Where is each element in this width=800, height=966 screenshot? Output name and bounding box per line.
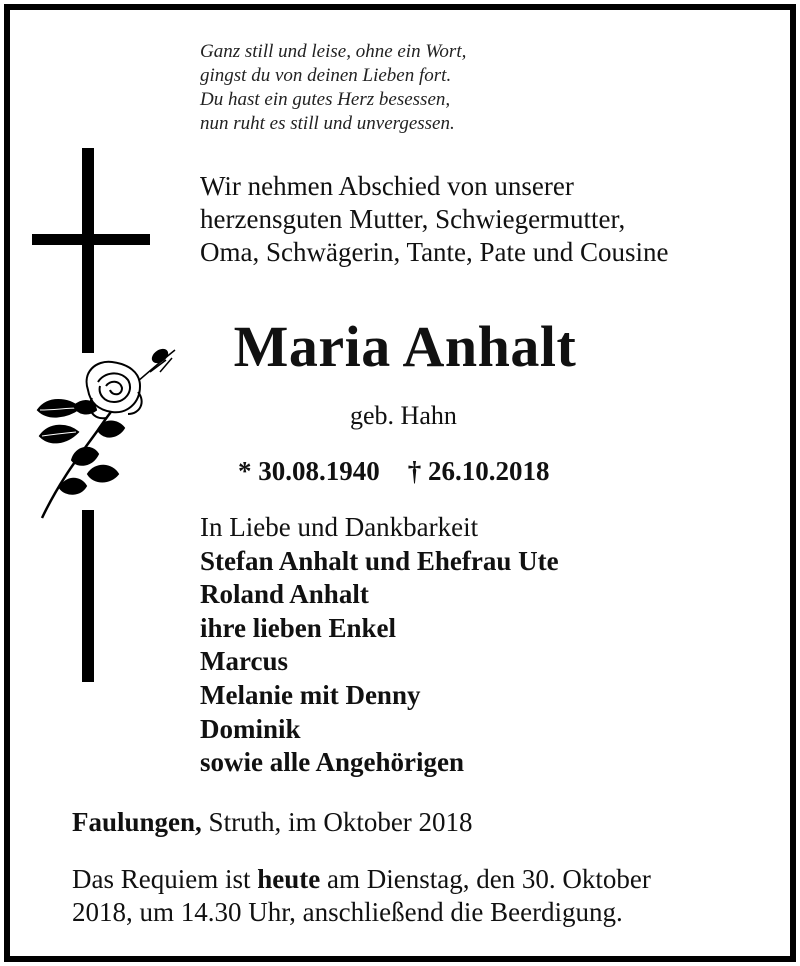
poem-line: gingst du von deinen Lieben fort.: [200, 65, 452, 86]
mourner-line: Melanie mit Denny: [200, 679, 421, 710]
mourner-line: Roland Anhalt: [200, 579, 369, 610]
mourner-line: Dominik: [200, 713, 301, 744]
mourners-intro: In Liebe und Dankbarkeit: [200, 512, 479, 542]
poem-line: Du hast ein gutes Herz besessen,: [200, 89, 451, 110]
place-village: Struth,: [208, 807, 282, 837]
requiem-line-2: 2018, um 14.30 Uhr, anschließend die Beerdigung.: [72, 897, 623, 927]
birth-name: geb. Hahn: [350, 401, 457, 430]
mourner-line: ihre lieben Enkel: [200, 612, 397, 643]
birth-date: * 30.08.1940: [238, 456, 380, 486]
death-date: † 26.10.2018: [407, 456, 550, 486]
poem-line: nun ruht es still und unvergessen.: [200, 113, 455, 134]
life-dates: [238, 454, 550, 488]
farewell-intro: [200, 170, 669, 269]
mourner-line: Stefan Anhalt und Ehefrau Ute: [200, 545, 559, 576]
requiem-text-a: Das Requiem ist: [72, 864, 251, 894]
intro-line: Oma, Schwägerin, Tante, Pate und Cousine: [200, 237, 669, 267]
requiem-today: heute: [257, 864, 321, 894]
poem: [200, 40, 466, 136]
place-date: im Oktober 2018: [288, 807, 473, 837]
place-town: Faulungen,: [72, 807, 202, 837]
requiem-notice: [72, 863, 651, 929]
mourner-line: sowie alle Angehörigen: [200, 747, 464, 778]
intro-line: herzensguten Mutter, Schwiegermutter,: [200, 204, 626, 234]
requiem-text-b: am Dienstag, den 30. Oktober: [326, 864, 651, 894]
place-and-date: [72, 805, 473, 839]
requiem-line-1: [72, 863, 651, 896]
poem-line: Ganz still und leise, ohne ein Wort,: [200, 41, 467, 62]
intro-line: Wir nehmen Abschied von unserer: [200, 171, 574, 201]
mourner-line: Marcus: [200, 646, 288, 677]
deceased-name: Maria Anhalt: [233, 314, 577, 379]
mourners-list: [200, 511, 559, 780]
